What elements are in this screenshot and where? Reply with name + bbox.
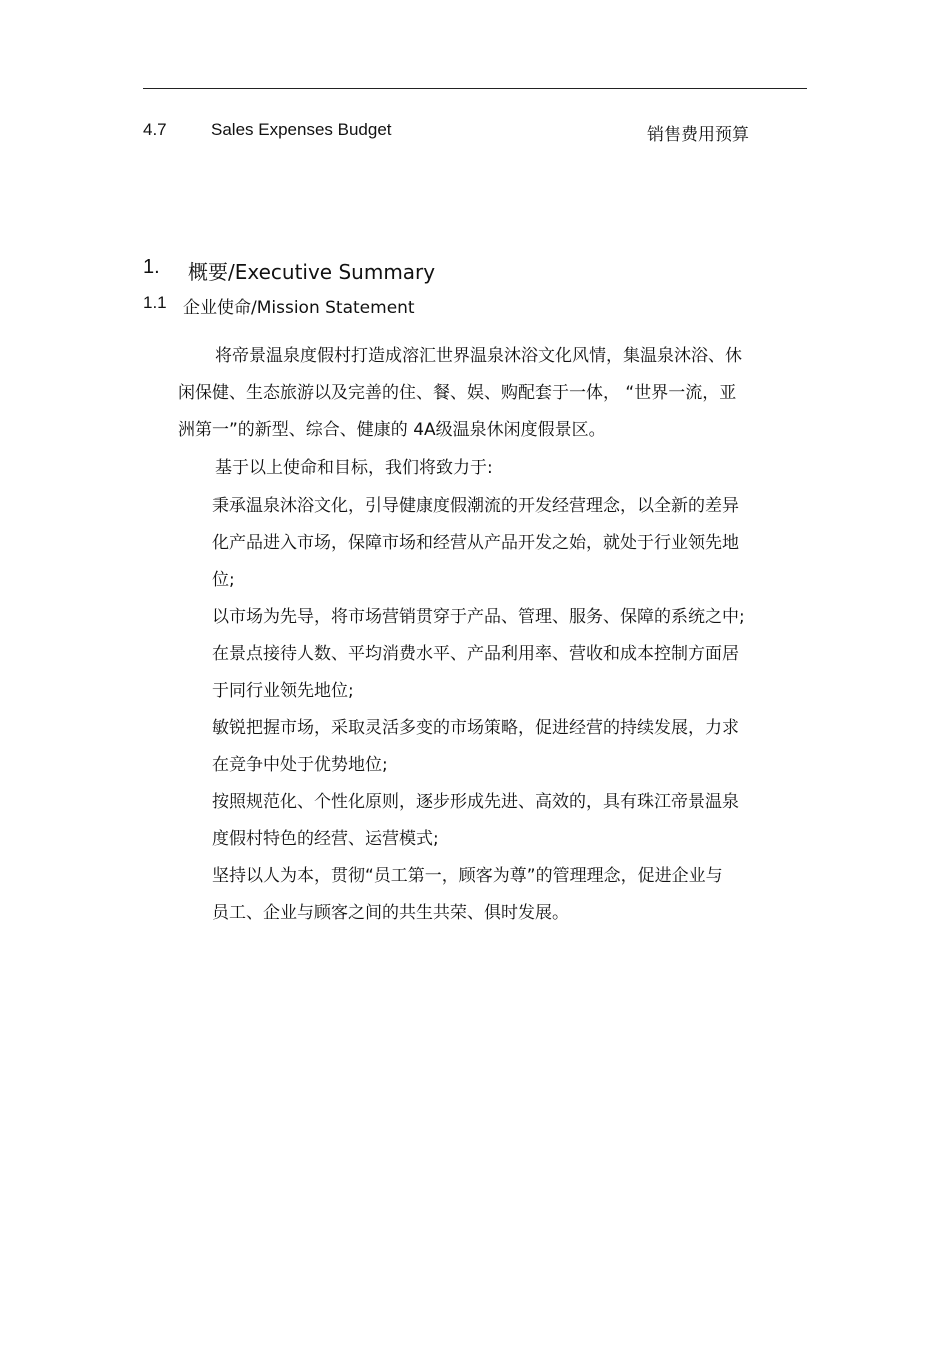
commitment-intro: 基于以上使命和目标，我们将致力于: — [215, 458, 493, 478]
mission-line: 闲保健、生态旅游以及完善的住、餐、娱、购配套于一体， “世界一流，亚 — [178, 383, 737, 403]
commitment-line: 以市场为先导，将市场营销贯穿于产品、管理、服务、保障的系统之中; — [212, 607, 745, 627]
commitment-line: 度假村特色的经营、运营模式; — [212, 829, 439, 849]
mission-line: 将帝景温泉度假村打造成溶汇世界温泉沐浴文化风情，集温泉沐浴、休 — [215, 346, 742, 366]
commitment-line: 按照规范化、个性化原则，逐步形成先进、高效的，具有珠江帝景温泉 — [212, 792, 739, 812]
header-rule — [143, 88, 807, 89]
commitment-item — [212, 784, 777, 858]
mission-paragraph — [178, 338, 803, 449]
commitment-item — [212, 858, 777, 932]
commitment-item — [212, 599, 777, 636]
commitment-line: 坚持以人为本，贯彻“员工第一，顾客为尊”的管理理念，促进企业与 — [212, 866, 723, 886]
commitment-line: 位; — [212, 570, 235, 590]
commitment-line: 化产品进入市场，保障市场和经营从产品开发之始，就处于行业领先地 — [212, 533, 739, 553]
header-section-title-cn: 销售费用预算 — [647, 125, 749, 145]
heading2-number: 1.1 — [143, 293, 167, 312]
commitment-list — [212, 488, 777, 932]
commitment-line: 员工、企业与顾客之间的共生共荣、俱时发展。 — [212, 903, 569, 923]
header-section-number: 4.7 — [143, 120, 167, 139]
commitment-line: 于同行业领先地位; — [212, 681, 354, 701]
heading1-number: 1. — [143, 256, 160, 278]
commitment-line: 在竞争中处于优势地位; — [212, 755, 388, 775]
commitment-item — [212, 488, 777, 599]
mission-line: 洲第一”的新型、综合、健康的 4A级温泉休闲度假景区。 — [178, 420, 606, 440]
header-section-title-en: Sales Expenses Budget — [211, 120, 392, 139]
heading1-title: 概要/Executive Summary — [188, 260, 436, 284]
heading2-title: 企业使命/Mission Statement — [183, 298, 415, 318]
commitment-item — [212, 636, 777, 710]
commitment-item — [212, 710, 777, 784]
commitment-line: 在景点接待人数、平均消费水平、产品利用率、营收和成本控制方面居 — [212, 644, 739, 664]
commitment-line: 敏锐把握市场，采取灵活多变的市场策略，促进经营的持续发展，力求 — [212, 718, 739, 738]
commitment-line: 秉承温泉沐浴文化，引导健康度假潮流的开发经营理念，以全新的差异 — [212, 496, 739, 516]
